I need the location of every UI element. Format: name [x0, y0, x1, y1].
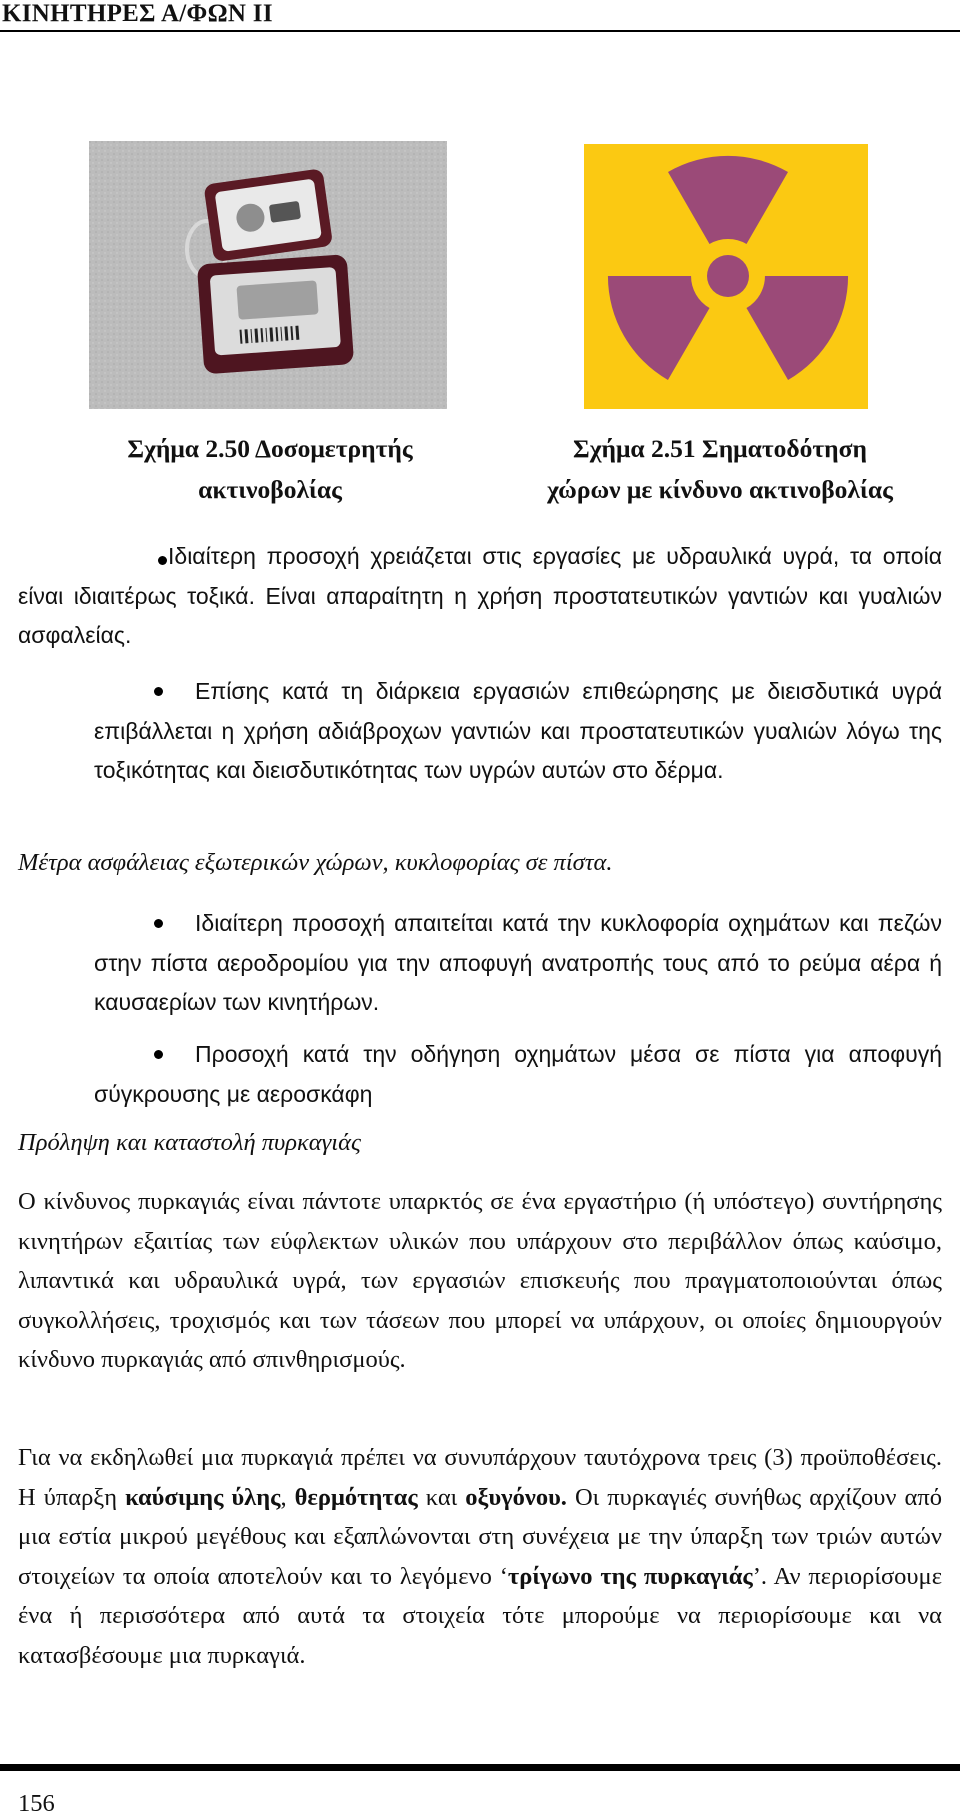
bullet-paragraph [94, 1035, 942, 1114]
dosimeter-photo [89, 141, 447, 409]
footer-rule [0, 1764, 960, 1771]
figure-caption-2-51 [500, 428, 940, 510]
bullet-paragraph [94, 904, 942, 1023]
bullet-text: Ιδιαίτερη προσοχή χρειάζεται στις εργασίες με υδραυλικά υγρά, τα οποία είναι ιδιαιτέρως τοξικά. Είναι απαραίτητη η χρήση προστατευτικών γαντιών και γυαλιών ασφαλείας. [18, 543, 942, 648]
page-number: 156 [18, 1790, 55, 1817]
caption-line: Σχήμα 2.50 Δοσομετρητής [127, 434, 413, 463]
bold-term: καύσιμης ύλης [125, 1483, 281, 1511]
running-header: ΚΙΝΗΤΗΡΕΣ Α/ΦΩΝ ΙΙ [2, 0, 273, 27]
caption-line: Σχήμα 2.51 Σηματοδότηση [573, 434, 867, 463]
bold-term: οξυγόνου. [465, 1483, 567, 1511]
bullet-paragraph [94, 672, 942, 791]
radiation-warning-sign [584, 144, 868, 409]
text-run: και [417, 1483, 466, 1511]
caption-line: χώρων με κίνδυνο ακτινοβολίας [547, 475, 893, 504]
text-run: Για να εκδηλωθεί μια πυρκαγιά πρέπει να συνυπάρχουν ταυτόχρονα τρεις (3) προϋποθέσεις. Η ύπαρξη [18, 1444, 942, 1511]
text-run: , [280, 1483, 295, 1511]
text-run: ’. Αν περιορίσουμε ένα ή περισσότερα από αυτά τα στοιχεία τότε μπορούμε να περιορίσουμε και να κατασβέσουμε μια πυρκαγιά. [18, 1562, 942, 1669]
bullet-text: Επίσης κατά τη διάρκεια εργασιών επιθεώρησης με διεισδυτικά υγρά επιβάλλεται η χρήση αδιάβροχων γαντιών και προστατευτικών γυαλιών λόγω της τοξικότητας και διεισδυτικότητας των υγρών αυτών στο δέρμα. [94, 678, 942, 783]
section-heading: Μέτρα ασφάλειας εξωτερικών χώρων, κυκλοφορίας σε πίστα. [18, 849, 613, 876]
section-heading: Πρόληψη και καταστολή πυρκαγιάς [18, 1129, 361, 1156]
header-rule [0, 30, 960, 32]
figure-caption-2-50 [70, 428, 470, 510]
bullet-text: Ιδιαίτερη προσοχή απαιτείται κατά την κυκλοφορία οχημάτων και πεζών στην πίστα αεροδρομίου για την αποφυγή ανατροπής τους από το ρεύμα αέρα ή καυσαερίων των κινητήρων. [94, 910, 942, 1015]
body-paragraph: Ο κίνδυνος πυρκαγιάς είναι πάντοτε υπαρκτός σε ένα εργαστήριο (ή υπόστεγο) συντήρησης κινητήρων εξαιτίας των εύφλεκτων υλικών που υπάρχουν στο περιβάλλον όπως καύσιμο, λιπαντικά και υδραυλικά υγρά, των εργασιών επισκευής που πραγματοποιούνται όπως συγκολλήσεις, τροχισμός και των τάσεων που μπορεί να υπάρχουν, οι οποίες δημιουργούν κίνδυνο πυρκαγιάς από σπινθηρισμούς. [18, 1188, 942, 1373]
body-paragraph [18, 1438, 942, 1675]
text-run: Οι πυρκαγιές συνήθως αρχίζουν από μια εστία μικρού μεγέθους και εξαπλώνονται στη συνέχεια με την ύπαρξη των τριών αυτών στοιχείων τα οποία αποτελούν και το λεγόμενο ‘ [18, 1483, 942, 1590]
bullet-icon [158, 556, 167, 565]
bullet-paragraph [18, 537, 942, 656]
bold-term: τρίγωνο της πυρκαγιάς [507, 1562, 753, 1590]
bold-term: θερμότητας [294, 1483, 418, 1511]
caption-line: ακτινοβολίας [198, 475, 342, 504]
bullet-text: Προσοχή κατά την οδήγηση οχημάτων μέσα σε πίστα για αποφυγή σύγκρουσης με αεροσκάφη [94, 1041, 942, 1107]
